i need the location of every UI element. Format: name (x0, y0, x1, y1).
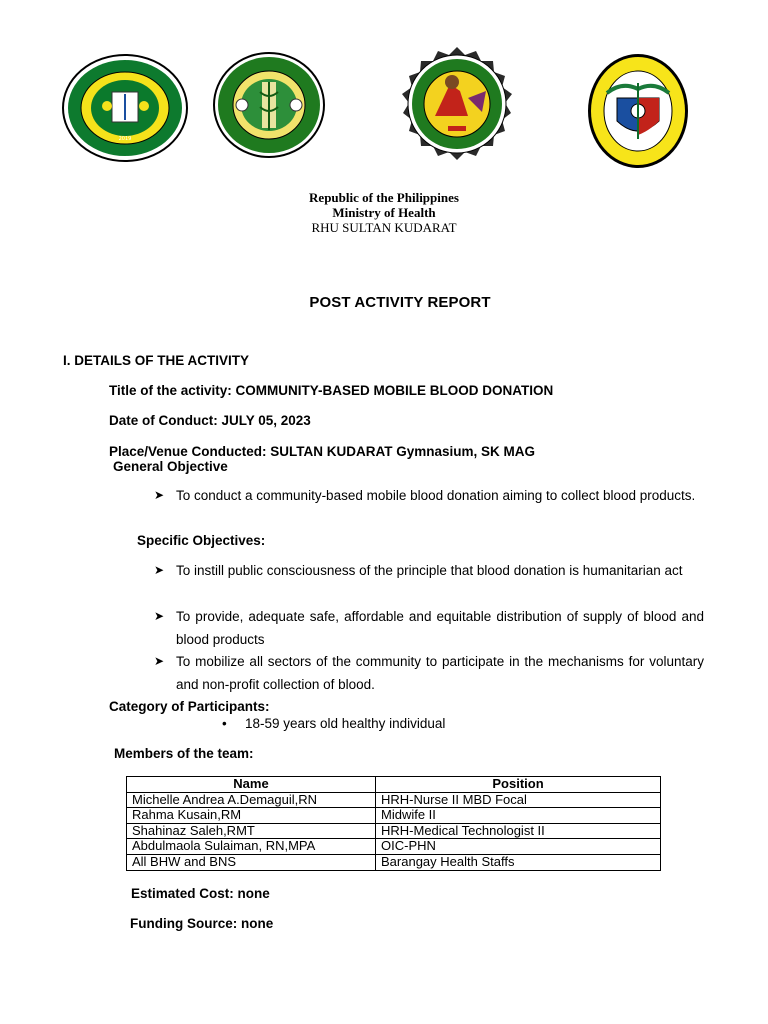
member-name: Abdulmaola Sulaiman, RN,MPA (127, 839, 376, 855)
table-header-row (127, 777, 661, 793)
svg-text:2019: 2019 (118, 136, 132, 142)
letterhead-ministry: Ministry of Health (332, 205, 436, 220)
funding-source: Funding Source: none (130, 916, 274, 931)
member-position: OIC-PHN (376, 839, 661, 855)
specific-objective-item: ➤ To mobilize all sectors of the community to participate in the mechanisms for voluntary and non-profit collection of blood. (154, 650, 706, 696)
team-label: Members of the team: (114, 746, 254, 761)
venue: Place/Venue Conducted: SULTAN KUDARAT Gymnasium, SK MAG (109, 444, 536, 459)
report-title: POST ACTIVITY REPORT (309, 294, 491, 311)
member-position: HRH-Nurse II MBD Focal (376, 792, 661, 808)
section-heading: I. DETAILS OF THE ACTIVITY (63, 353, 250, 368)
specific-objective-item: ➤ To instill public consciousness of the principle that blood donation is humanitarian act (154, 559, 706, 605)
table-row (127, 823, 661, 839)
table-row (127, 854, 661, 870)
column-header-name: Name (127, 777, 376, 793)
member-name: Michelle Andrea A.Demaguil,RN (127, 792, 376, 808)
arrow-bullet-icon: ➤ (154, 563, 165, 577)
member-name: Rahma Kusain,RM (127, 808, 376, 824)
arrow-bullet-icon: ➤ (154, 488, 165, 502)
specific-objective-item: ➤ To provide, adequate safe, affordable and equitable distribution of supply of blood and blood products (154, 605, 706, 651)
member-name: All BHW and BNS (127, 854, 376, 870)
general-objective-item: ➤ To conduct a community-based mobile blood donation aiming to collect blood products. (154, 484, 706, 530)
estimated-cost: Estimated Cost: none (131, 886, 270, 901)
table-row (127, 792, 661, 808)
arrow-bullet-icon: ➤ (154, 654, 165, 668)
arrow-bullet-icon: ➤ (154, 609, 165, 623)
letterhead-rhu: RHU SULTAN KUDARAT (311, 220, 457, 235)
general-objective-label: General Objective (113, 459, 228, 474)
letterhead (0, 190, 768, 235)
dot-bullet-icon: • (222, 716, 227, 731)
column-header-position: Position (376, 777, 661, 793)
table-row (127, 808, 661, 824)
date-of-conduct: Date of Conduct: JULY 05, 2023 (109, 413, 311, 428)
team-table (126, 776, 661, 871)
member-name: Shahinaz Saleh,RMT (127, 823, 376, 839)
municipality-sultan-kudarat-seal (390, 46, 524, 168)
activity-title: Title of the activity: COMMUNITY-BASED MOBILE BLOOD DONATION (109, 383, 554, 398)
department-of-health-seal (587, 53, 689, 169)
category-label: Category of Participants: (109, 699, 270, 714)
letterhead-republic: Republic of the Philippines (309, 190, 459, 205)
table-row (127, 839, 661, 855)
rural-health-unit-seal (212, 52, 326, 158)
barmm-ministry-of-health-seal (62, 54, 188, 162)
member-position: HRH-Medical Technologist II (376, 823, 661, 839)
member-position: Midwife II (376, 808, 661, 824)
specific-objectives-label: Specific Objectives: (137, 533, 266, 548)
member-position: Barangay Health Staffs (376, 854, 661, 870)
